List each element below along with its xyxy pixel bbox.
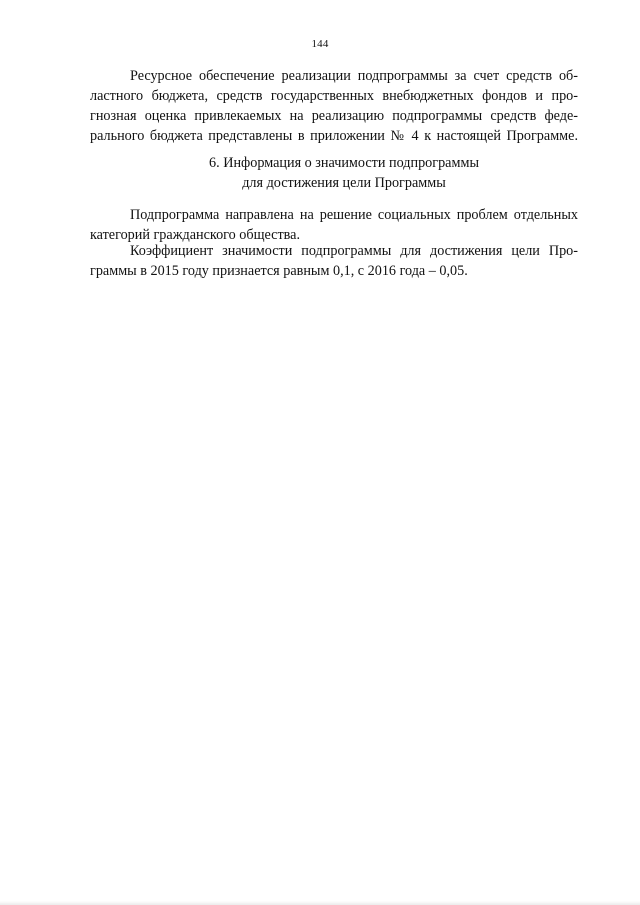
paragraph-line: ластного бюджета, средств государственных внебюджетных фондов и про- — [90, 88, 578, 104]
section-heading-line2: для достижения цели Программы — [242, 175, 446, 191]
paragraph-line: Подпрограмма направлена на решение социальных проблем отдельных — [130, 207, 578, 223]
paragraph-line: категорий гражданского общества. — [90, 227, 301, 243]
paragraph-social-problems — [90, 205, 578, 245]
paragraph-line: Коэффициент значимости подпрограммы для достижения цели Про- — [130, 243, 578, 259]
paragraph-line: рального бюджета представлены в приложении № 4 к настоящей Программе. — [90, 128, 578, 144]
page-number: 144 — [311, 38, 329, 50]
paragraph-resource-provision — [90, 66, 578, 146]
scan-bottom-edge — [0, 901, 640, 905]
section-heading — [0, 153, 640, 193]
paragraph-line: Ресурсное обеспечение реализации подпрограммы за счет средств об- — [130, 68, 578, 84]
paragraph-line: граммы в 2015 году признается равным 0,1, с 2016 года – 0,05. — [90, 263, 468, 279]
paragraph-significance-coefficient — [90, 241, 578, 281]
paragraph-line: гнозная оценка привлекаемых на реализацию подпрограммы средств феде- — [90, 108, 578, 124]
section-heading-line1: 6. Информация о значимости подпрограммы — [209, 155, 479, 171]
